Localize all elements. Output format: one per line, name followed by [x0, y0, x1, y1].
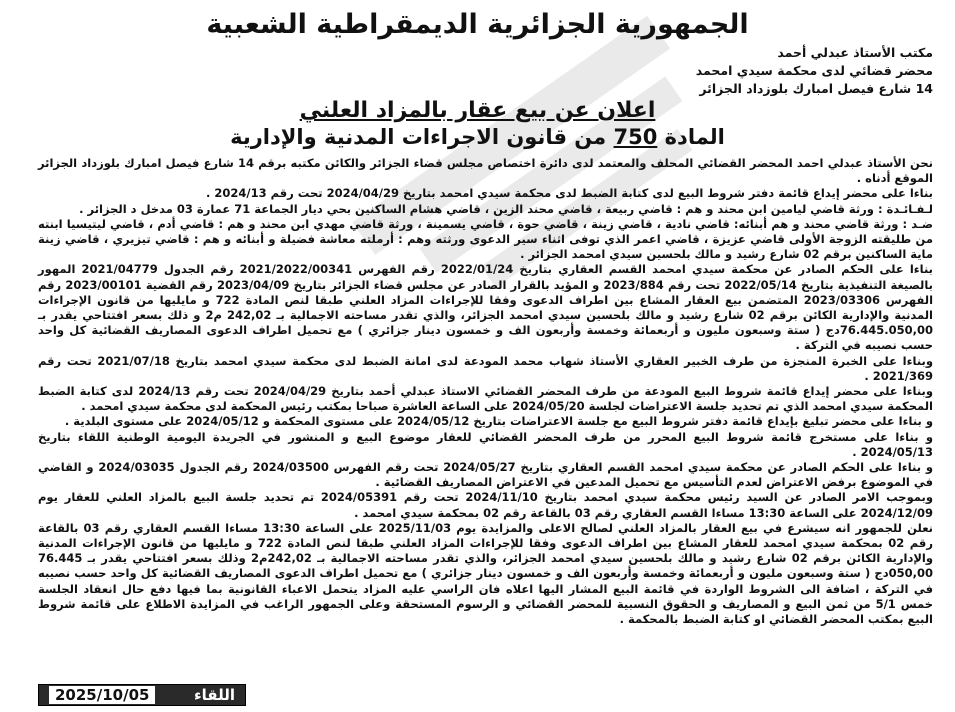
body-paragraph: و بناءا على محضر تبليغ بإيداع قائمة دفتر شروط البيع مع جلسة الاعتراضات بتاريخ 2024/05/12 على مستوى المحكمة و 2024/05/12 على مستوى البلدية .: [64, 414, 933, 429]
publication-footer: [38, 684, 246, 706]
publication-date: 2025/10/05: [49, 686, 155, 704]
announcement-subtitle: [0, 124, 955, 150]
article-number: 750: [613, 125, 658, 149]
body-paragraph: وبناءا على الخبرة المنجزة من طرف الخبير العقاري الأستاذ شهاب محمد المودعة لدى امانة الضبط لدى محكمة سيدي امحمد بتاريخ 2021/07/18 تحت رقم 2021/369 .: [38, 353, 933, 383]
page-title: الجمهورية الجزائرية الديمقراطية الشعبية: [206, 9, 749, 40]
office-line: 14 شارع فيصل امبارك بلوزداد الجزائر: [699, 81, 933, 96]
body-paragraph: ضـد : ورثة قاضي محند و هم أبنائه: قاضي نادية ، قاضي زينة ، قاضي حوة ، قاضي يسمينة ، ورثة قاضي مهدي ابن محند و هم : قاضي أدم ، قاضي ليتيسيا ابنته من طليقته الزوجة الأولى قاضي عزيزة ، قاضي اعمر الذي توفى اثناء سير الدعوى ورثته وهم : أرملته معاشة فضيلة و أبنائه و هم : قاضي تيزيري ، قاضي زينة ماية الساكنين برقم 02 شارع رشيد و مالك بلحسين سيدي امحمد الجزائر .: [38, 216, 933, 262]
announcement-heading: [0, 98, 955, 150]
subtitle-prefix: المادة: [664, 125, 725, 149]
body-paragraph: بناءا على محضر إيداع قائمة دفتر شروط البيع لدى كتابة الضبط لدى محكمة سيدي امحمد بتاريخ 2024/04/29 تحت رقم 2024/13 .: [206, 186, 933, 201]
body-paragraph: بناءا على الحكم الصادر عن محكمة سيدي امحمد القسم العقاري بتاريخ 2022/01/24 رقم الفهرس 2021/2022/00341 رقم الجدول 2021/04779 المهور بالصيغة التنفيذية بتاريخ 2022/05/14 تحت رقم 2023/884 و المؤيد بالقرار الصادر عن مجلس قضاء الجزائر بتاريخ 2023/04/09 رقم القضية 2023/00101 رقم الفهرس 2023/03306 المتضمن بيع العقار المشاع بين اطراف الدعوى وفقا للإجراءات المزاد العلني طبقا لنص المادة 722 و مايليها من قانون الإجراءات المدنية والإدارية الكائن برقم 02 شارع رشيد و مالك بلحسين سيدي امحمد الجزائر، والذي تقدر مساحته الاجمالية بـ 242,02 م2 و ذلك بسعر افتتاحي يقدر بـ 76.445.050,00دج ( ستة وسبعون مليون و أربعمائة وخمسة وأربعون الف و خمسون دينار جزائري ) مع تحميل اطراف الدعوى المصاريف القضائية كل واحد حسب نصيبه في التركة .: [38, 262, 934, 353]
body-paragraph: نعلن للجمهور انه سيشرع في بيع العقار بالمزاد العلني لصالح الاعلى والمزايدة يوم 2025/11/03 على الساعة 13:30 مساءا القسم العقاري رقم 03 بالقاعة رقم 02 بمحكمة سيدي امحمد للعقار المشاع بين اطراف الدعوى وفقا للإجراءات المزاد العلني طبقا لنص المادة 722 و مايليها من قانون الإجراءات المدنية والإدارية الكائن برقم 02 شارع رشيد و مالك بلحسين سيدي امحمد الجزائر، والذي تقدر مساحته الاجمالية بـ 242,02م2 وذلك بسعر افتتاحي يقدر بـ 76.445 050,00دج ( ستة وسبعون مليون و أربعمائة وخمسة وأربعون الف و خمسون دينار جزائري ) مع تحميل اطراف الدعوى المصاريف القضائية كل واحد حسب نصيبه في التركة ، اضافة الى الشروط الواردة في قائمة البيع المشار اليها اعلاه فان الراسي عليه المزاد يتحمل الاعباء القانونية بما فيها دفع حال انعقاد الجلسة خمس 5/1 من ثمن البيع و المصاريف و الحقوق النسبية للمحضر القضائي و الرسوم المستحقة وعلى الجمهور الراغب في المزايدة الاطلاع على قائمة شروط البيع بمكتب المحضر القضائي او كتابة الضبط بالمحكمة .: [38, 520, 934, 627]
body-paragraph: وبموجب الامر الصادر عن السيد رئيس محكمة سيدي امحمد بتاريخ 2024/11/10 تحت رقم 2024/05391 تم تحديد جلسة البيع بالمزاد العلني للعقار يوم 2024/12/09 على الساعة 13:30 مساءا القسم العقاري رقم 03 بالقاعة رقم 02 بمحكمة سيدي امحمد .: [38, 490, 933, 520]
subtitle-suffix: من قانون الاجراءات المدنية والإدارية: [230, 125, 607, 149]
announcement-title: اعلان عن بيع عقار بالمزاد العلني: [299, 98, 656, 123]
office-line: مكتب الأستاذ عبدلي أحمد: [777, 45, 933, 60]
office-line: محضر قضائي لدى محكمة سيدي امحمد: [695, 63, 933, 78]
body-paragraph: نحن الأستاذ عبدلي احمد المحضر القضائي المحلف والمعتمد لدى دائرة اختصاص مجلس قضاء الجزائر والكائن مكتبه برقم 14 شارع فيصل امبارك بلوزداد الجزائر الموقع أدناه .: [38, 156, 933, 186]
notice-body: [38, 156, 933, 627]
body-paragraph: لـفـائـدة : ورثة قاضي ليامين ابن محند و هم : قاضي ربيعة ، قاضي محند الزين ، قاضي هشام الساكنين بحي ديار الجماعة 71 عمارة 03 مدخل د الجزائر .: [79, 201, 933, 216]
newspaper-name: اللقاء: [194, 686, 235, 704]
bailiff-office-info: [613, 44, 933, 98]
body-paragraph: و بناءا على مستخرج قائمة شروط البيع المحرر من طرف المحضر القضائي للعقار موضوع البيع و المنشور في الجريدة اليومية الوطنية اللقاء بتاريخ 2024/05/13 .: [38, 429, 933, 459]
body-paragraph: و بناءا على الحكم الصادر عن محكمة سيدي امحمد القسم العقاري بتاريخ 2024/05/27 تحت رقم الفهرس 2024/03500 رقم الجدول 2024/03035 و القاضي في الموضوع برفض الاعتراض لعدم التأسيس مع تحميل المدعين في الاعتراض المصاريف القضائية .: [38, 460, 933, 490]
body-paragraph: وبناءا على محضر إيداع قائمة شروط البيع المودعة من طرف المحضر القضائي الاستاذ عبدلي أحمد بتاريخ 2024/04/29 تحت رقم 2024/13 لدى كتابة الضبط المحكمة سيدي امحمد الذي تم تحديد جلسة الاعتراضات لجلسة 2024/05/20 على الساعة العاشرة صباحا بمكتب رئيس المحكمة لدى محكمة سيدي امحمد .: [38, 384, 933, 414]
